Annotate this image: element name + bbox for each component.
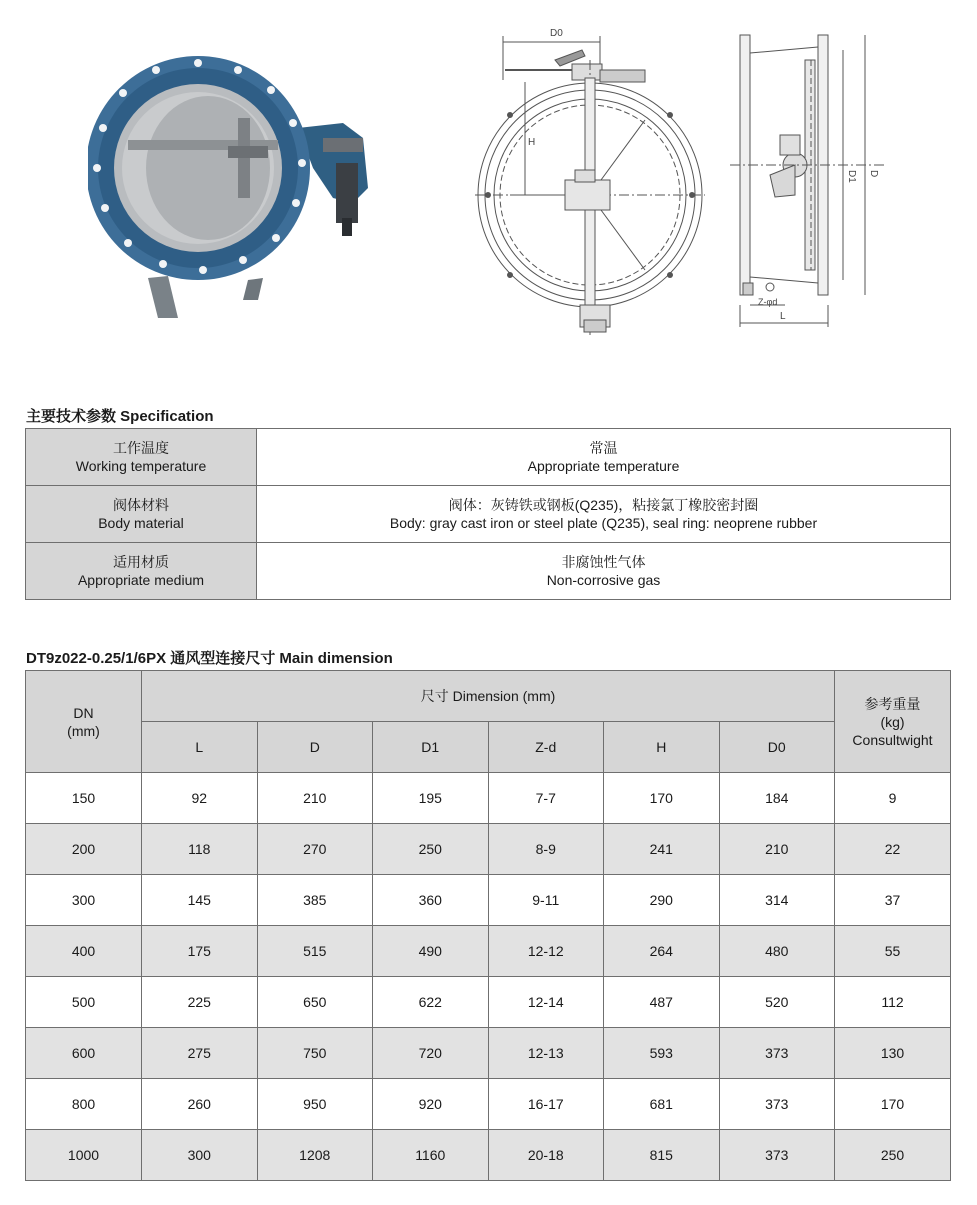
table-cell: 184 [719, 773, 835, 824]
table-cell: 241 [604, 824, 720, 875]
table-cell: 750 [257, 1028, 373, 1079]
label-d: D [868, 170, 879, 178]
table-cell: 1208 [257, 1130, 373, 1181]
table-cell: 170 [604, 773, 720, 824]
table-cell: 200 [26, 824, 142, 875]
table-row [26, 1028, 951, 1079]
table-cell: 20-18 [488, 1130, 604, 1181]
table-cell: 290 [604, 875, 720, 926]
table-cell: 400 [26, 926, 142, 977]
spec-label: 适用材质 Appropriate medium [26, 543, 257, 600]
table-row [26, 824, 951, 875]
table-cell: 145 [142, 875, 258, 926]
table-cell: 16-17 [488, 1079, 604, 1130]
header-dimension-group: 尺寸 Dimension (mm) [142, 671, 835, 722]
table-cell: 250 [835, 1130, 951, 1181]
table-cell: 373 [719, 1079, 835, 1130]
table-cell: 600 [26, 1028, 142, 1079]
side-view-drawing [725, 25, 895, 330]
table-cell: 55 [835, 926, 951, 977]
table-cell: 622 [373, 977, 489, 1028]
table-cell: 175 [142, 926, 258, 977]
spec-label: 工作温度 Working temperature [26, 429, 257, 486]
header-weight: 参考重量 (kg) Consultwight [835, 671, 951, 773]
table-cell: 250 [373, 824, 489, 875]
table-cell: 12-12 [488, 926, 604, 977]
table-cell: 130 [835, 1028, 951, 1079]
dimension-title: DT9z022-0.25/1/6PX 通风型连接尺寸 Main dimension [26, 650, 393, 667]
table-cell: 490 [373, 926, 489, 977]
table-cell: 150 [26, 773, 142, 824]
header-col: D0 [719, 722, 835, 773]
table-cell: 800 [26, 1079, 142, 1130]
table-cell: 314 [719, 875, 835, 926]
table-cell: 480 [719, 926, 835, 977]
table-cell: 650 [257, 977, 373, 1028]
table-cell: 8-9 [488, 824, 604, 875]
table-cell: 681 [604, 1079, 720, 1130]
table-cell: 360 [373, 875, 489, 926]
header-col: D [257, 722, 373, 773]
table-cell: 12-14 [488, 977, 604, 1028]
spec-label: 阀体材料 Body material [26, 486, 257, 543]
label-d0: D0 [550, 28, 563, 39]
table-row [26, 1079, 951, 1130]
table-cell: 720 [373, 1028, 489, 1079]
table-cell: 7-7 [488, 773, 604, 824]
table-cell: 275 [142, 1028, 258, 1079]
table-row [26, 875, 951, 926]
label-l: L [780, 311, 786, 322]
front-view-drawing [470, 20, 710, 340]
header-dn: DN (mm) [26, 671, 142, 773]
table-cell: 264 [604, 926, 720, 977]
table-cell: 373 [719, 1028, 835, 1079]
table-row [26, 977, 951, 1028]
header-col: H [604, 722, 720, 773]
table-cell: 12-13 [488, 1028, 604, 1079]
spec-value: 阀体：灰铸铁或钢板(Q235)，粘接氯丁橡胶密封圈 Body: gray cast iron or steel plate (Q235), seal ring: neoprene rubber [257, 486, 951, 543]
table-row [26, 1130, 951, 1181]
spec-value: 常温 Appropriate temperature [257, 429, 951, 486]
label-zd: Z-φd [758, 297, 778, 307]
table-row [26, 773, 951, 824]
table-cell: 92 [142, 773, 258, 824]
header-col: D1 [373, 722, 489, 773]
spec-row [26, 543, 951, 600]
table-cell: 950 [257, 1079, 373, 1130]
table-cell: 1000 [26, 1130, 142, 1181]
table-row [26, 926, 951, 977]
table-cell: 112 [835, 977, 951, 1028]
table-cell: 920 [373, 1079, 489, 1130]
table-cell: 118 [142, 824, 258, 875]
table-cell: 515 [257, 926, 373, 977]
table-cell: 210 [257, 773, 373, 824]
table-cell: 500 [26, 977, 142, 1028]
table-cell: 170 [835, 1079, 951, 1130]
table-cell: 1160 [373, 1130, 489, 1181]
table-cell: 37 [835, 875, 951, 926]
table-cell: 815 [604, 1130, 720, 1181]
table-cell: 593 [604, 1028, 720, 1079]
header-col: L [142, 722, 258, 773]
table-cell: 520 [719, 977, 835, 1028]
spec-title: 主要技术参数 Specification [26, 408, 214, 425]
spec-row [26, 486, 951, 543]
table-cell: 210 [719, 824, 835, 875]
table-cell: 195 [373, 773, 489, 824]
table-cell: 22 [835, 824, 951, 875]
header-col: Z-d [488, 722, 604, 773]
spec-row [26, 429, 951, 486]
spec-table [25, 428, 951, 600]
spec-value: 非腐蚀性气体 Non-corrosive gas [257, 543, 951, 600]
table-cell: 270 [257, 824, 373, 875]
table-cell: 300 [26, 875, 142, 926]
table-cell: 9 [835, 773, 951, 824]
table-cell: 300 [142, 1130, 258, 1181]
valve-photo [88, 28, 388, 318]
dimension-table [25, 670, 951, 1181]
table-cell: 373 [719, 1130, 835, 1181]
table-cell: 225 [142, 977, 258, 1028]
table-cell: 385 [257, 875, 373, 926]
table-cell: 9-11 [488, 875, 604, 926]
table-cell: 260 [142, 1079, 258, 1130]
table-cell: 487 [604, 977, 720, 1028]
label-d1: D1 [846, 170, 857, 183]
label-h: H [528, 137, 536, 148]
